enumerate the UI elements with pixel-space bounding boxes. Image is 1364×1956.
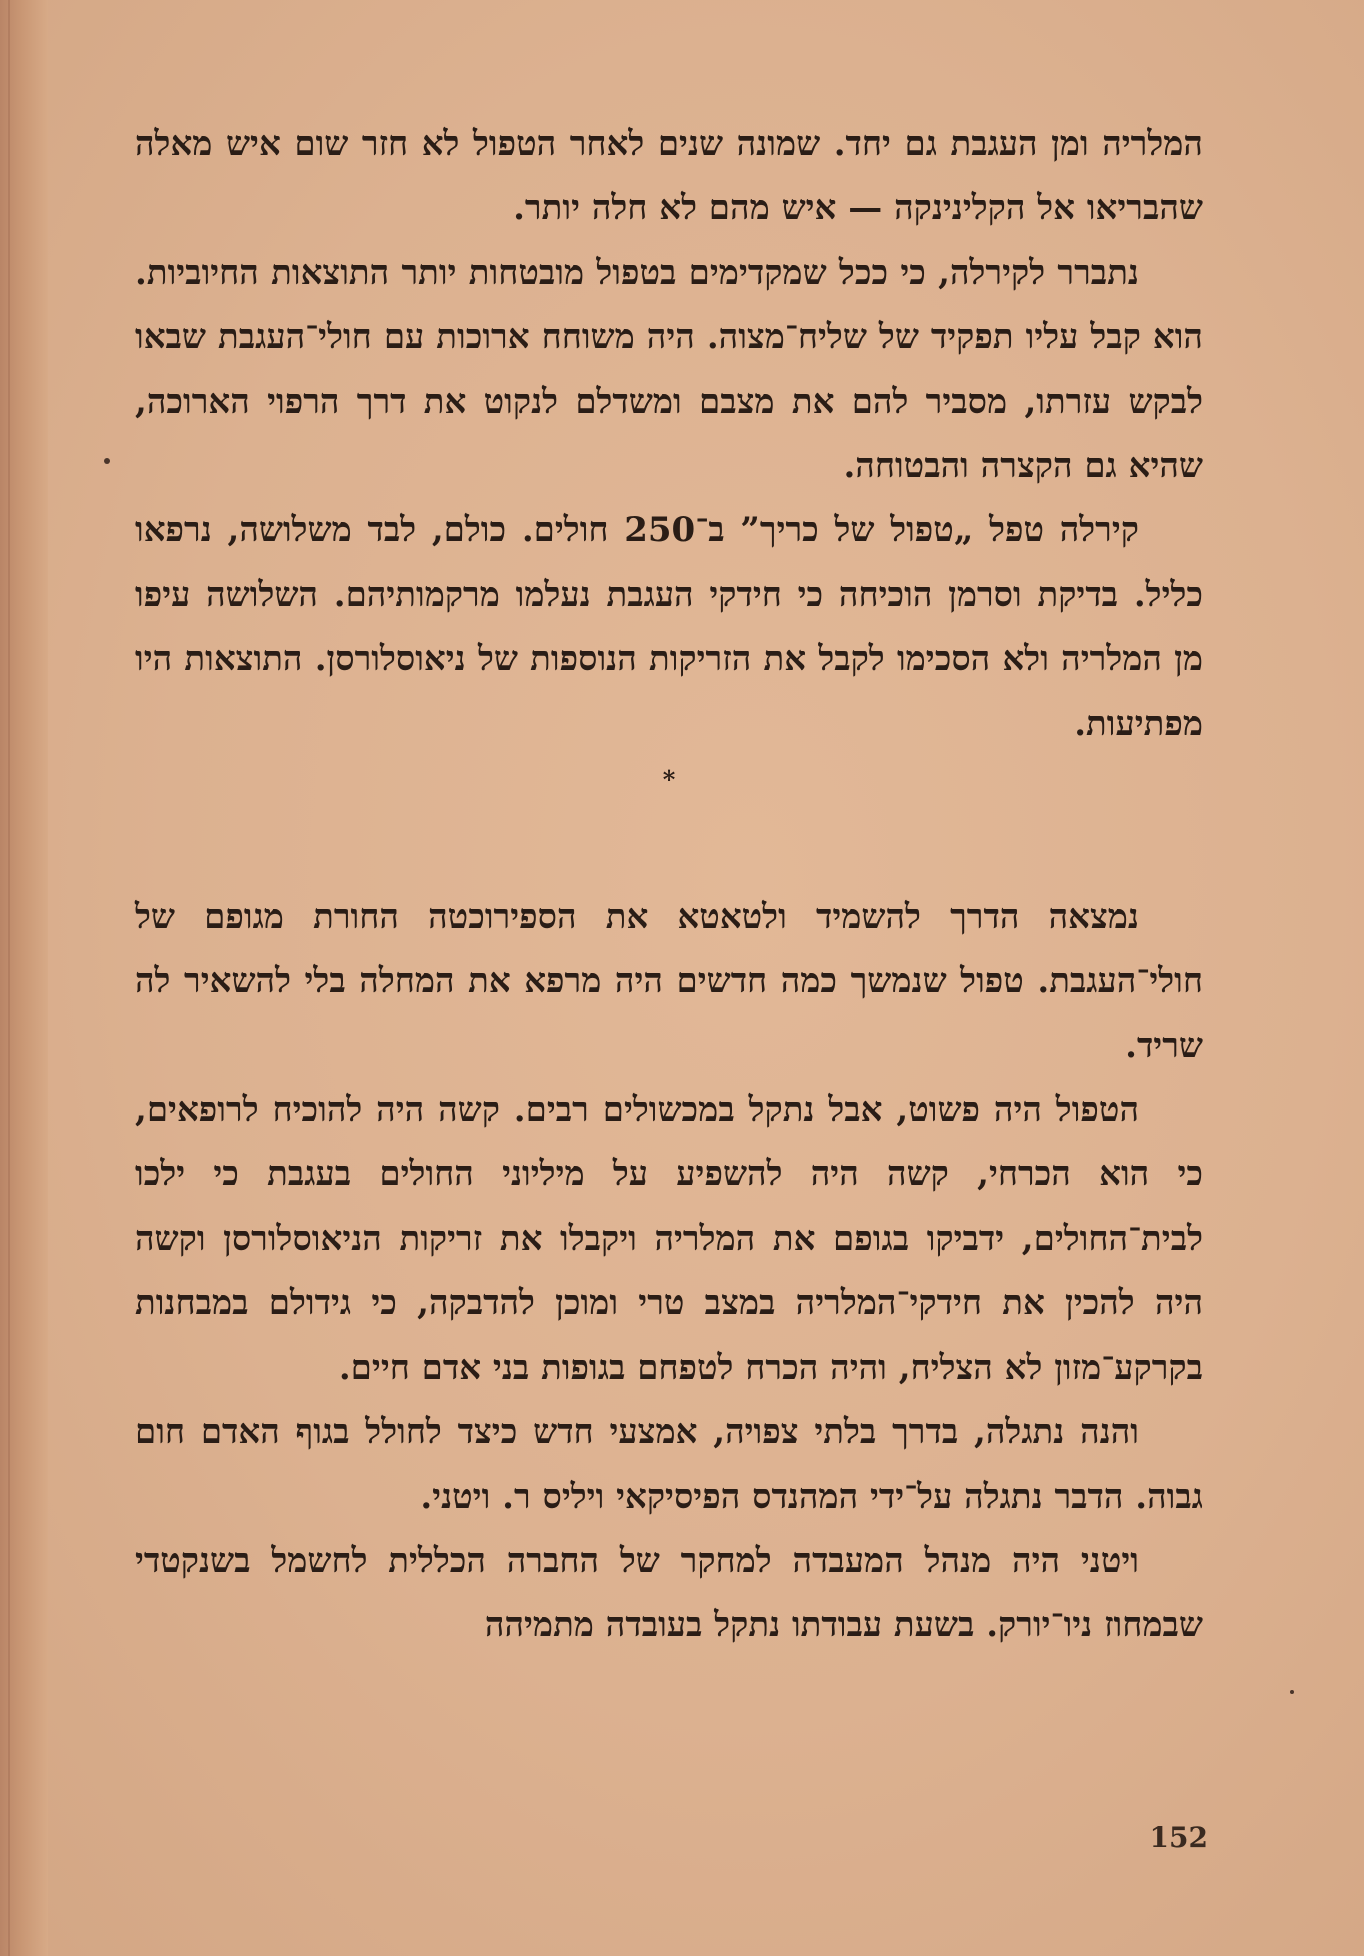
paragraph: הטפול היה פשוט, אבל נתקל במכשולים רבים. קשה היה להוכיח לרופאים, כי הוא הכרחי, קשה היה להשפיע על מיליוני החולים בעגבת כי ילכו לבית־החולים, ידביקו בגופם את המלריה ויקבלו את זריקות הניאוסלורסן וקשה היה להכין את חידקי־המלריה במצב טרי ומוכן להדבקה, כי גידולם במבחנות בקרקע־מזון לא הצליח, והיה הכרח לטפחם בגופות בני אדם חיים. bbox=[135, 1090, 1203, 1388]
paragraph: נתברר לקירלה, כי ככל שמקדימים בטפול מובטחות יותר התוצאות החיוביות. הוא קבל עליו תפקיד של שליח־מצוה. היה משוחח ארוכות עם חולי־העגבת שבאו לבקש עזרתו, מסביר להם את מצבם ומשדלם לנקוט את דרך הרפוי הארוכה, שהיא גם הקצרה והבטוחה. bbox=[135, 252, 1203, 487]
paragraph: נמצאה הדרך להשמיד ולטאטא את הספירוכטה החורת מגופם של חולי־העגבת. טפול שנמשך כמה חדשים היה מרפא את המחלה בלי להשאיר לה שריד. bbox=[135, 896, 1203, 1066]
paragraph: ויטני היה מנהל המעבדה למחקר של החברה הכללית לחשמל בשנקטדי שבמחוז ניו־יורק. בשעת עבודתו נתקל בעובדה מתמיהה bbox=[135, 1540, 1203, 1646]
paragraph: המלריה ומן העגבת גם יחד. שמונה שנים לאחר הטפול לא חזר שום איש מאלה שהבריאו אל הקלינינקה — איש מהם לא חלה יותר. bbox=[135, 124, 1203, 229]
page-binding-edge bbox=[0, 0, 48, 1956]
paragraph: והנה נתגלה, בדרך בלתי צפויה, אמצעי חדש כיצד לחולל בגוף האדם חום גבוה. הדבר נתגלה על־ידי המהנדס הפיסיקאי ויליס ר. ויטני. bbox=[135, 1412, 1203, 1517]
ink-speck bbox=[104, 458, 110, 464]
page-text bbox=[135, 112, 1203, 1658]
paragraph: קירלה טפל „טפול של כריך” ב־250 חולים. כולם, לבד משלושה, נרפאו כליל. בדיקת וסרמן הוכיחה כי חידקי העגבת נעלמו מרקמותיהם. השלושה עיפו מן המלריה ולא הסכימו לקבל את הזריקות הנוספות של ניאוסלורסן. התוצאות היו מפתיעות. bbox=[135, 510, 1204, 744]
separator-asterisk: * bbox=[662, 765, 676, 795]
page-number: 152 bbox=[1149, 1821, 1208, 1854]
section-separator bbox=[135, 756, 1203, 885]
ink-speck bbox=[1290, 1690, 1294, 1694]
